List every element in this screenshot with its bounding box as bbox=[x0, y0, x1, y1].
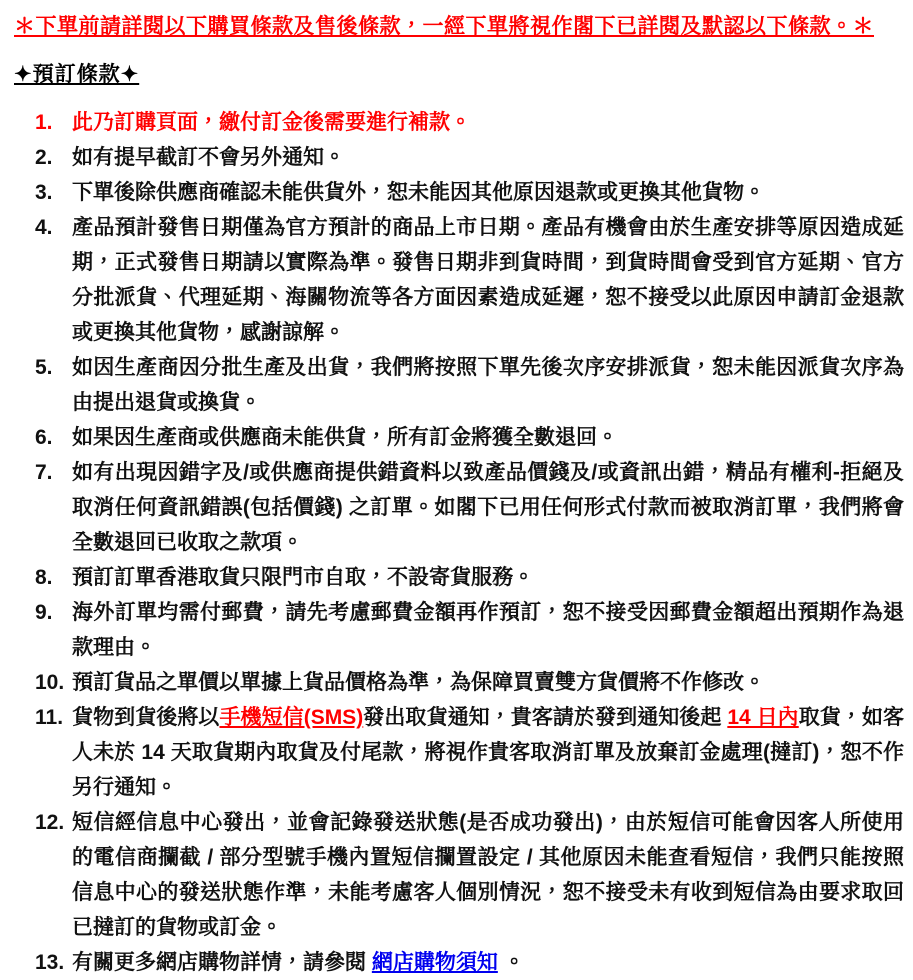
term-text-segment: 如果因生產商或供應商未能供貨，所有訂金將獲全數退回。 bbox=[72, 426, 618, 449]
term-text-segment: 貨物到貨後將以 bbox=[72, 706, 220, 729]
term-item-9 bbox=[12, 595, 905, 665]
term-number: 10. bbox=[35, 671, 65, 694]
term-number: 6. bbox=[35, 426, 53, 449]
term-text bbox=[72, 350, 905, 420]
term-number: 11. bbox=[35, 706, 64, 729]
term-text bbox=[72, 140, 905, 175]
term-number: 1. bbox=[35, 111, 53, 134]
term-text-segment: 預訂貨品之單價以單據上貨品價格為準，為保障買賣雙方貨價將不作修改。 bbox=[72, 671, 765, 694]
term-text-segment: 海外訂單均需付郵費，請先考慮郵費金額再作預訂，恕不接受因郵費金額超出預期作為退款理由。 bbox=[72, 601, 904, 659]
term-text-segment: 下單後除供應商確認未能供貨外，恕未能因其他原因退款或更換其他貨物。 bbox=[72, 181, 765, 204]
term-number: 3. bbox=[35, 181, 53, 204]
term-item-11 bbox=[12, 700, 905, 805]
term-number: 8. bbox=[35, 566, 53, 589]
term-highlight: 手機短信(SMS) bbox=[219, 706, 364, 729]
term-item-8 bbox=[12, 560, 905, 595]
term-text bbox=[72, 455, 905, 560]
term-text bbox=[72, 700, 905, 805]
term-item-5 bbox=[12, 350, 905, 420]
term-highlight: 14 日內 bbox=[727, 706, 799, 729]
term-text bbox=[72, 595, 905, 665]
term-item-13 bbox=[12, 945, 905, 980]
term-text bbox=[72, 805, 905, 945]
term-item-1 bbox=[12, 105, 905, 140]
term-text-segment: 如有出現因錯字及/或供應商提供錯資料以致產品價錢及/或資訊出錯，精品有權利-拒絕及取消任何資訊錯誤(包括價錢) 之訂單。如閣下已用任何形式付款而被取消訂單，我們將會全數退回已收取之款項。 bbox=[72, 461, 904, 554]
term-item-3 bbox=[12, 175, 905, 210]
term-number: 7. bbox=[35, 461, 53, 484]
term-text bbox=[72, 665, 905, 700]
term-text bbox=[72, 560, 905, 595]
term-text-segment: 預訂訂單香港取貨只限門市自取，不設寄貨服務。 bbox=[72, 566, 534, 589]
term-text-segment: 此乃訂購頁面，繳付訂金後需要進行補款。 bbox=[72, 111, 471, 134]
term-number: 5. bbox=[35, 356, 53, 379]
shop-guide-link[interactable]: 網店購物須知 bbox=[371, 951, 498, 974]
term-number: 13. bbox=[35, 951, 65, 974]
preorder-terms-heading: ✦預訂條款✦ bbox=[14, 63, 140, 86]
term-text bbox=[72, 420, 905, 455]
term-text-segment: 有關更多網店購物詳情，請參閱 bbox=[72, 951, 372, 974]
term-text bbox=[72, 210, 905, 350]
purchase-notice: ＊下單前請詳閱以下購買條款及售後條款，一經下單將視作閣下已詳閱及默認以下條款。＊ bbox=[14, 15, 874, 38]
term-number: 12. bbox=[35, 811, 65, 834]
term-text bbox=[72, 175, 905, 210]
term-text-segment: 。 bbox=[497, 951, 525, 974]
term-text-segment: 短信經信息中心發出，並會記錄發送狀態(是否成功發出)，由於短信可能會因客人所使用的電信商攔截 / 部分型號手機內置短信攔置設定 / 其他原因未能查看短信，我們只能按照信息中心的發送狀態作準，未能考慮客人個別情況，恕不接受未有收到短信為由要求取回已撻訂的貨物或訂金。 bbox=[72, 811, 904, 939]
term-item-12 bbox=[12, 805, 905, 945]
term-item-7 bbox=[12, 455, 905, 560]
term-text-segment: 產品預計發售日期僅為官方預計的商品上市日期。產品有機會由於生產安排等原因造成延期，正式發售日期請以實際為準。發售日期非到貨時間，到貨時間會受到官方延期、官方分批派貨、代理延期、海關物流等各方面因素造成延遲，恕不接受以此原因申請訂金退款或更換其他貨物，感謝諒解。 bbox=[72, 216, 904, 344]
term-text-segment: 如有提早截訂不會另外通知。 bbox=[72, 146, 345, 169]
term-text bbox=[72, 945, 905, 980]
term-text-segment: 如因生產商因分批生產及出貨，我們將按照下單先後次序安排派貨，恕未能因派貨次序為由提出退貨或換貨。 bbox=[72, 356, 904, 414]
term-number: 9. bbox=[35, 601, 53, 624]
term-item-10 bbox=[12, 665, 905, 700]
term-text bbox=[72, 105, 905, 140]
term-item-4 bbox=[12, 210, 905, 350]
term-item-6 bbox=[12, 420, 905, 455]
term-number: 4. bbox=[35, 216, 53, 239]
term-text-segment: 取貨，如客人未於 14 天取貨期內取貨及付尾款，將視作貴客取消訂單及放棄訂金處理(撻訂)，恕不作另行通知。 bbox=[72, 706, 904, 799]
term-item-2 bbox=[12, 140, 905, 175]
terms-list bbox=[12, 105, 905, 980]
term-text-segment: 發出取貨通知，貴客請於發到通知後起 bbox=[363, 706, 728, 729]
term-number: 2. bbox=[35, 146, 53, 169]
